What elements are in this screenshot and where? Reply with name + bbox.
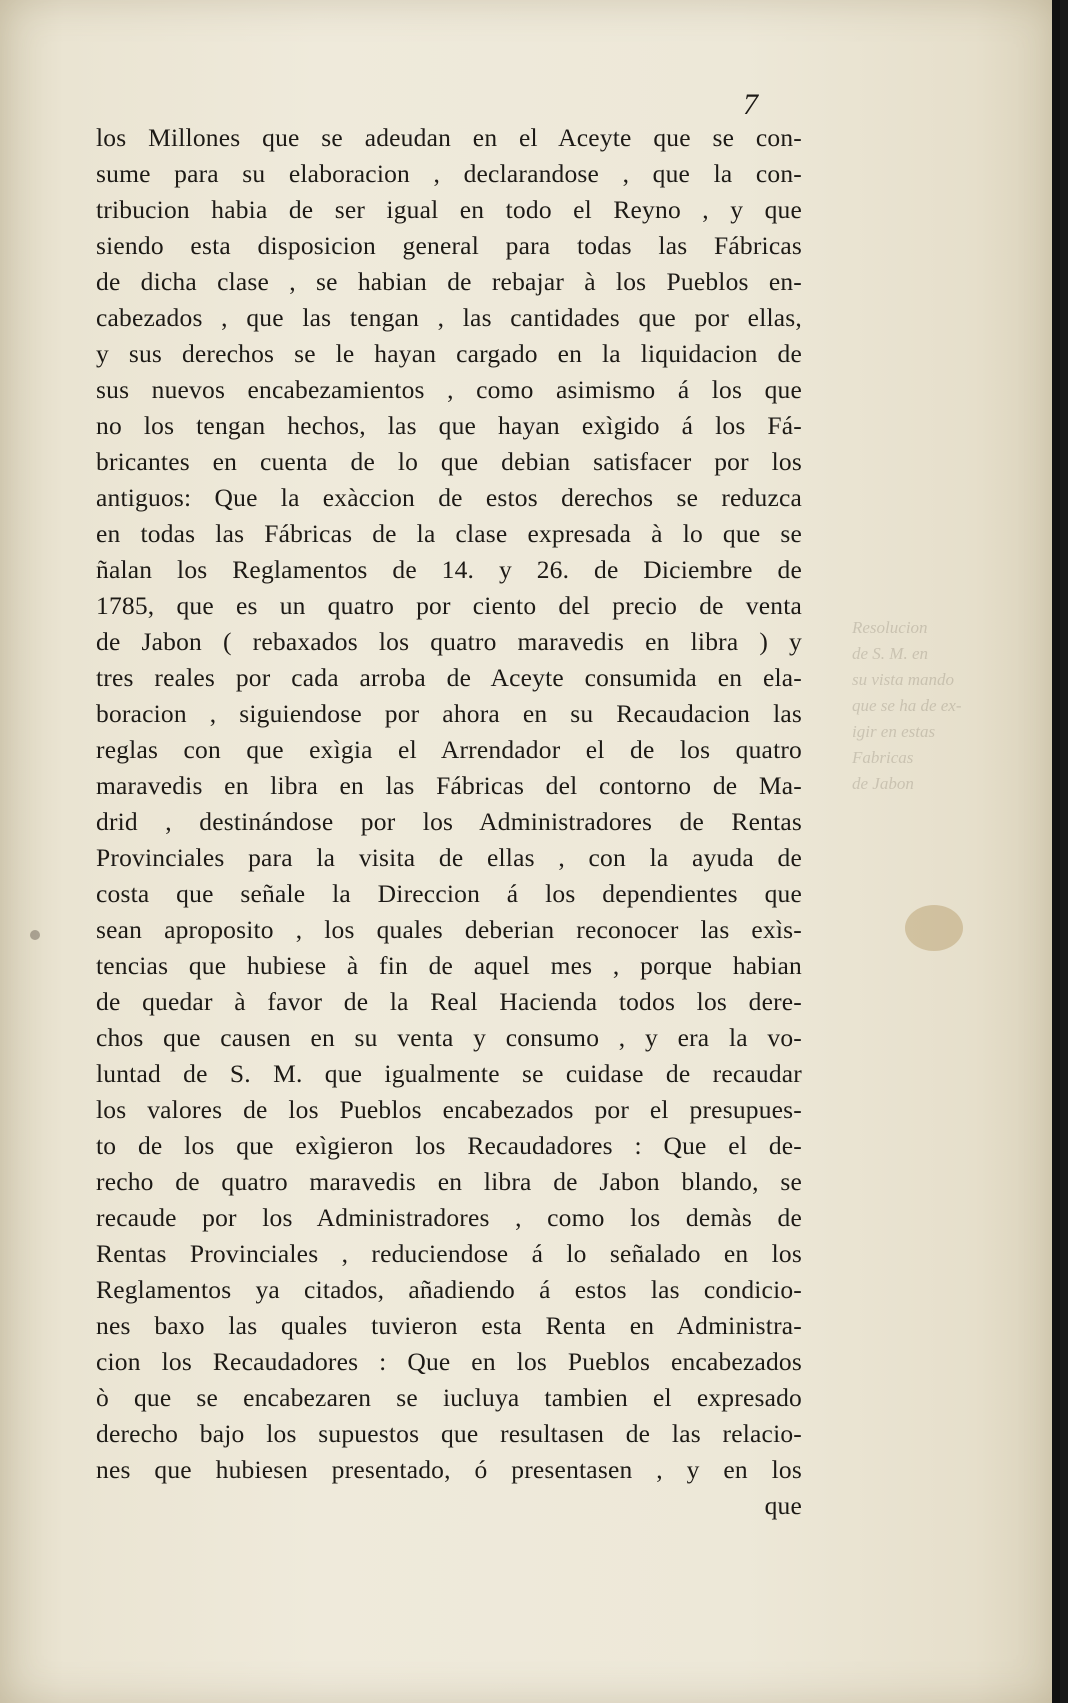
text-line: costa que señale la Direccion á los dependientes que	[96, 879, 802, 908]
text-line: nes que hubiesen presentado, ó presentasen , y en los	[96, 1455, 802, 1484]
marginalia-line: Fabricas	[852, 748, 914, 767]
marginalia-line: igir en estas	[852, 722, 936, 741]
ink-stain	[905, 905, 963, 951]
text-line: de Jabon ( rebaxados los quatro maravedis en libra ) y	[96, 627, 802, 656]
text-line: recho de quatro maravedis en libra de Jabon blando, se	[96, 1167, 802, 1196]
text-line: to de los que exìgieron los Recaudadores : Que el de-	[96, 1131, 802, 1160]
text-line: tribucion habia de ser igual en todo el Reyno , y que	[96, 195, 802, 224]
text-line: ñalan los Reglamentos de 14. y 26. de Diciembre de	[96, 555, 802, 584]
marginalia-line: que se ha de ex-	[852, 696, 962, 715]
text-line: ò que se encabezaren se iucluya tambien el expresado	[96, 1383, 802, 1412]
text-line: sus nuevos encabezamientos , como asimismo á los que	[96, 375, 802, 404]
marginalia-line: de Jabon	[852, 774, 914, 793]
text-line: los Millones que se adeudan en el Aceyte que se con-	[96, 123, 802, 152]
text-line: maravedis en libra en las Fábricas del contorno de Ma-	[96, 771, 802, 800]
page-edge-shadow	[1052, 0, 1060, 1703]
ink-stain	[30, 930, 40, 940]
body-text	[96, 120, 802, 1524]
text-line: en todas las Fábricas de la clase expresada à lo que se	[96, 519, 802, 548]
marginalia-line: de S. M. en	[852, 644, 929, 663]
marginalia-line: su vista mando	[852, 670, 954, 689]
text-line: tencias que hubiese à fin de aquel mes , porque habian	[96, 951, 802, 980]
text-line: los valores de los Pueblos encabezados por el presupues-	[96, 1095, 802, 1124]
text-line: antiguos: Que la exàccion de estos derechos se reduzca	[96, 483, 802, 512]
text-line: tres reales por cada arroba de Aceyte consumida en ela-	[96, 663, 802, 692]
catchword: que	[764, 1491, 802, 1520]
marginalia-line: Resolucion	[852, 618, 928, 637]
text-line: siendo esta disposicion general para todas las Fábricas	[96, 231, 802, 260]
text-line: derecho bajo los supuestos que resultasen de las relacio-	[96, 1419, 802, 1448]
text-line: Rentas Provinciales , reduciendose á lo señalado en los	[96, 1239, 802, 1268]
text-line: drid , destinándose por los Administradores de Rentas	[96, 807, 802, 836]
text-line: sean aproposito , los quales deberian reconocer las exìs-	[96, 915, 802, 944]
text-line: sume para su elaboracion , declarandose , que la con-	[96, 159, 802, 188]
text-line: boracion , siguiendose por ahora en su Recaudacion las	[96, 699, 802, 728]
text-line: recaude por los Administradores , como los demàs de	[96, 1203, 802, 1232]
text-line: luntad de S. M. que igualmente se cuidase de recaudar	[96, 1059, 802, 1088]
page-number: 7	[743, 88, 758, 121]
text-line: Provinciales para la visita de ellas , con la ayuda de	[96, 843, 802, 872]
text-line: 1785, que es un quatro por ciento del precio de venta	[96, 591, 802, 620]
text-line: no los tengan hechos, las que hayan exìgido á los Fá-	[96, 411, 802, 440]
text-line: reglas con que exìgia el Arrendador el de los quatro	[96, 735, 802, 764]
text-line: Reglamentos ya citados, añadiendo á estos las condicio-	[96, 1275, 802, 1304]
text-line: chos que causen en su venta y consumo , y era la vo-	[96, 1023, 802, 1052]
text-line: cabezados , que las tengan , las cantidades que por ellas,	[96, 303, 802, 332]
text-line: de dicha clase , se habian de rebajar à los Pueblos en-	[96, 267, 802, 296]
text-line: bricantes en cuenta de lo que debian satisfacer por los	[96, 447, 802, 476]
text-line: cion los Recaudadores : Que en los Pueblos encabezados	[96, 1347, 802, 1376]
text-line: y sus derechos se le hayan cargado en la liquidacion de	[96, 339, 802, 368]
text-line: de quedar à favor de la Real Hacienda todos los dere-	[96, 987, 802, 1016]
text-line: nes baxo las quales tuvieron esta Renta en Administra-	[96, 1311, 802, 1340]
bleed-through-marginalia	[852, 615, 1052, 797]
